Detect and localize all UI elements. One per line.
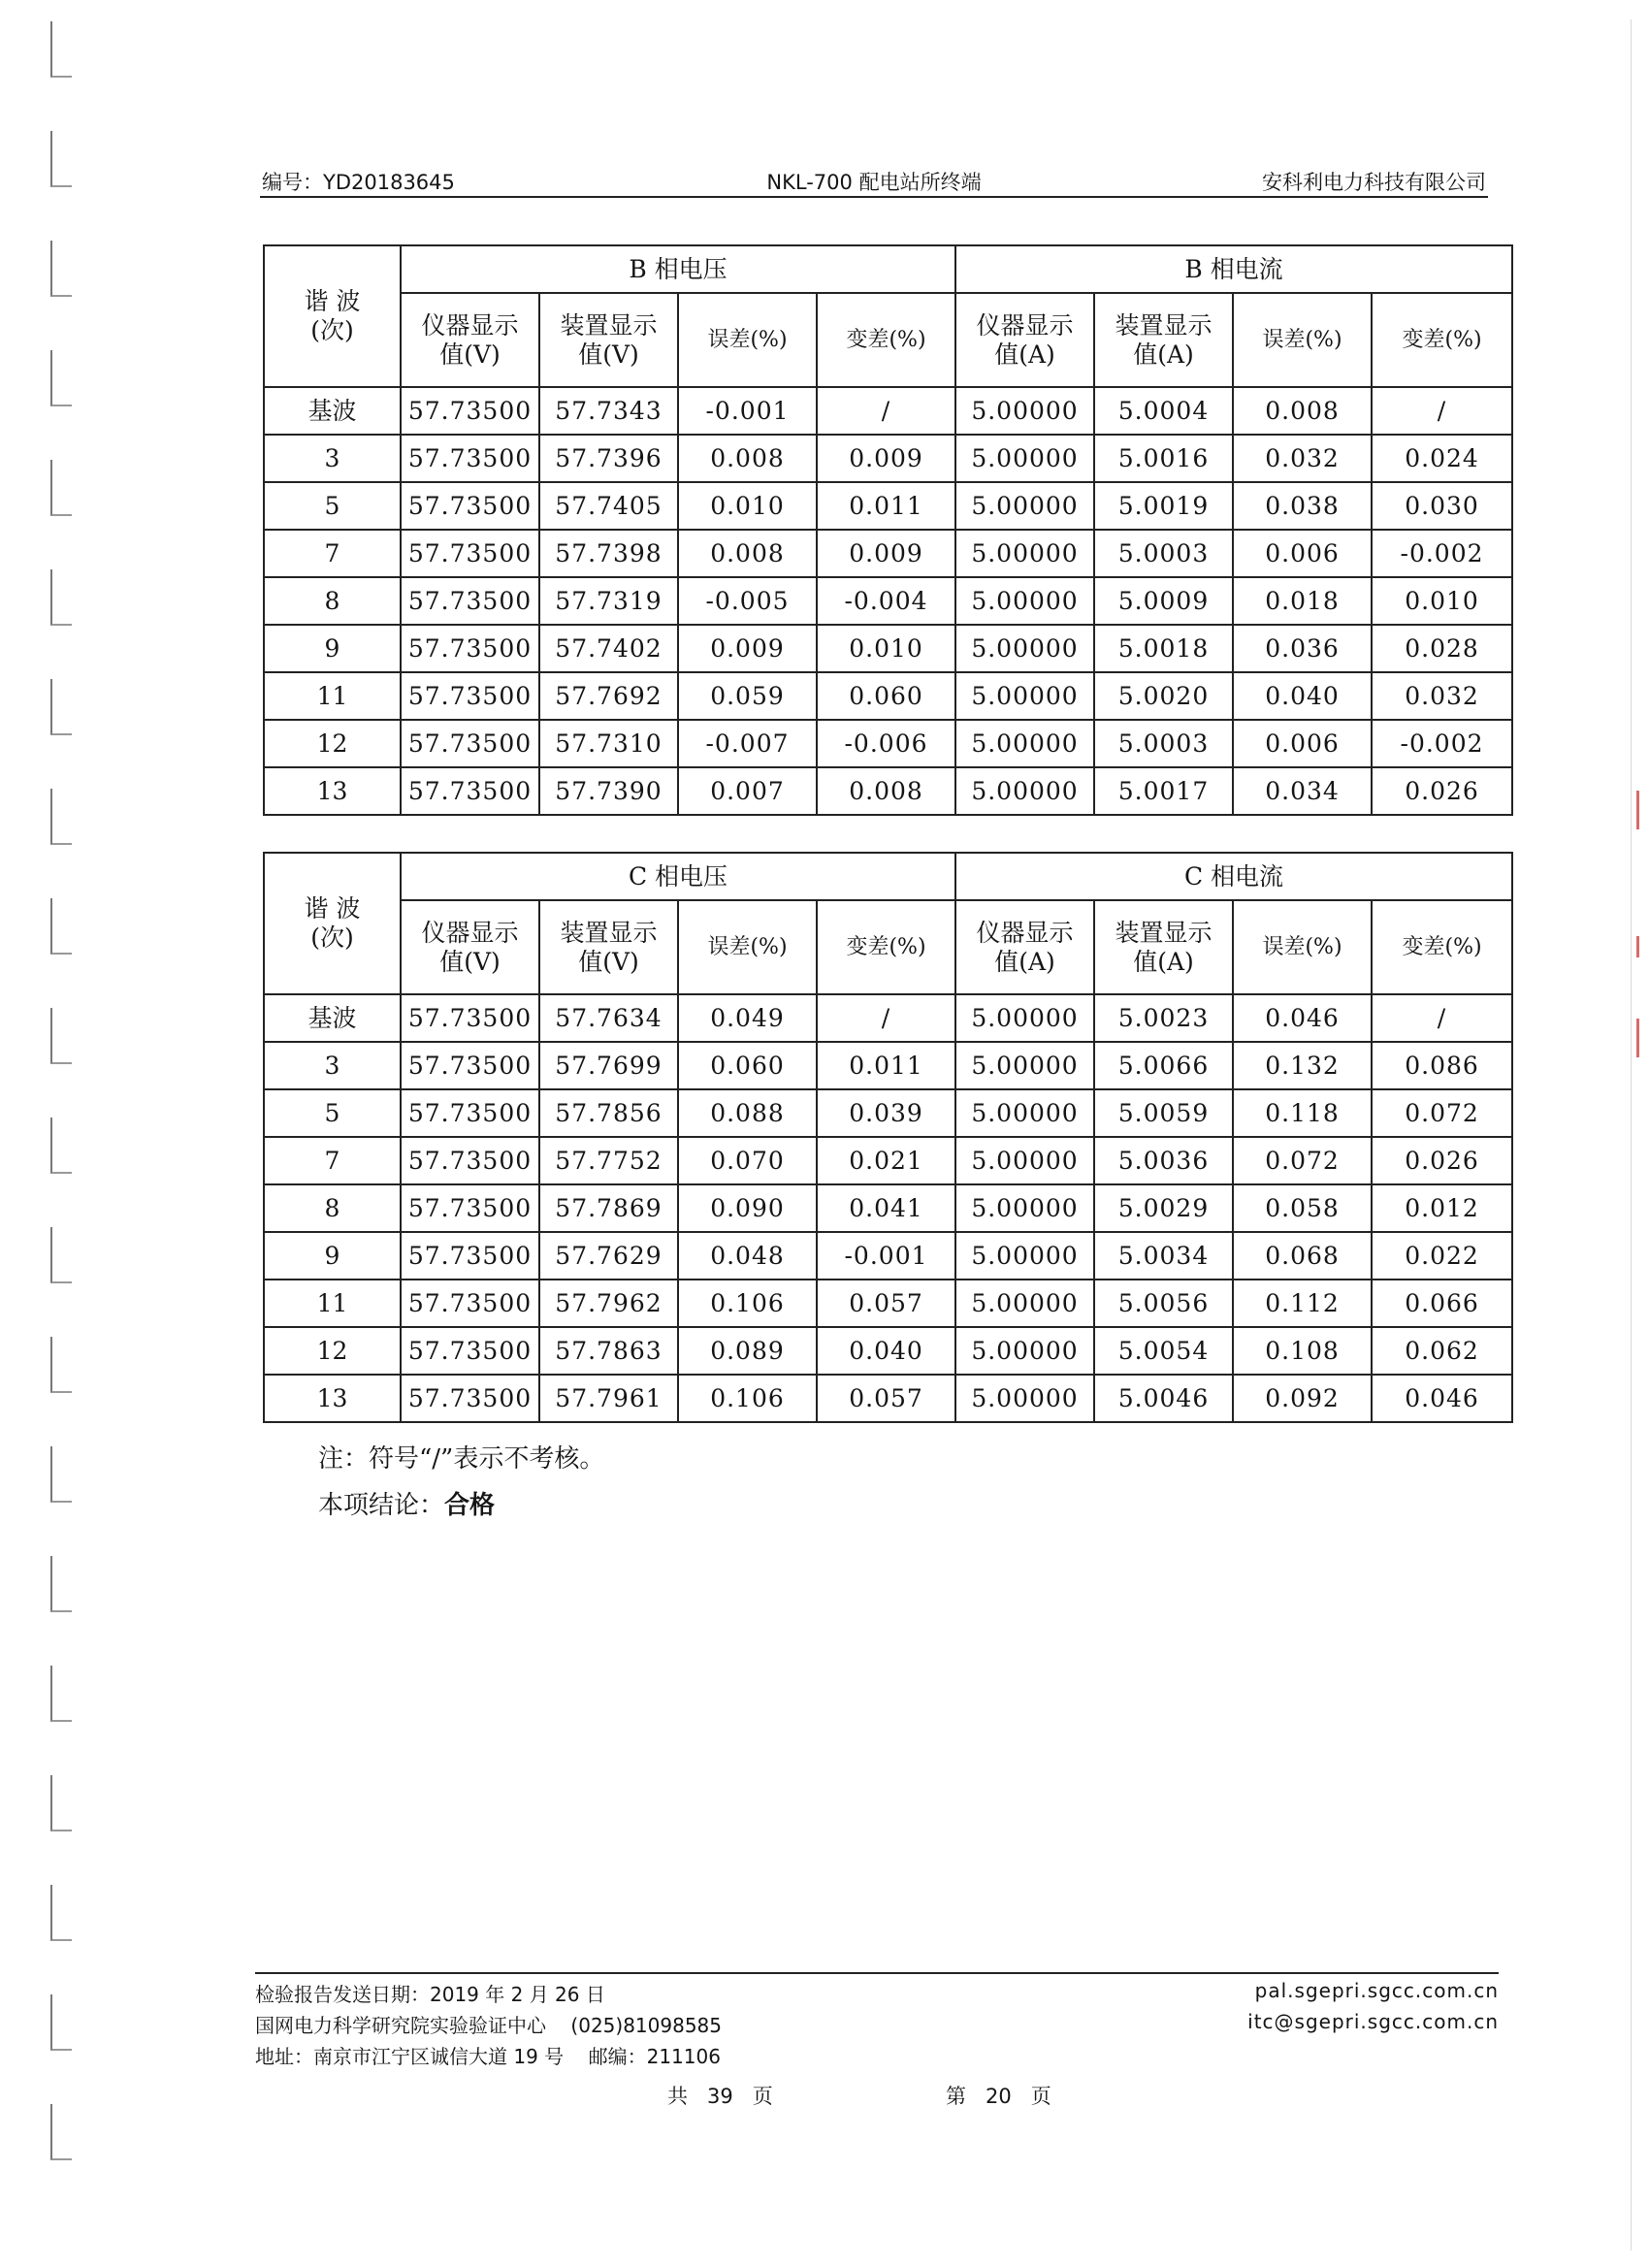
column-header: 变差(%) <box>817 293 955 387</box>
value-cell: -0.004 <box>817 577 955 625</box>
value-cell: 0.088 <box>678 1089 817 1137</box>
value-cell: 0.009 <box>678 625 817 672</box>
value-cell: 57.7405 <box>539 482 678 530</box>
column-header: 误差(%) <box>678 900 817 994</box>
binding-mark <box>50 1556 72 1612</box>
column-header: 误差(%) <box>678 293 817 387</box>
current-group-header: B 相电流 <box>955 245 1512 293</box>
value-cell: 57.73500 <box>401 720 539 767</box>
value-cell: 57.73500 <box>401 767 539 815</box>
value-cell: 57.73500 <box>401 577 539 625</box>
value-cell: 0.048 <box>678 1232 817 1280</box>
value-cell: 5.00000 <box>955 1327 1094 1375</box>
harmonic-order-cell: 8 <box>264 1184 401 1232</box>
value-cell: -0.007 <box>678 720 817 767</box>
value-cell: 0.034 <box>1233 767 1372 815</box>
value-cell: 0.041 <box>817 1184 955 1232</box>
value-cell: 0.118 <box>1233 1089 1372 1137</box>
harmonic-order-header: 谐 波 (次) <box>264 245 401 387</box>
value-cell: 5.0020 <box>1094 672 1233 720</box>
value-cell: 57.7869 <box>539 1184 678 1232</box>
table-row <box>264 435 1512 482</box>
harmonic-order-cell: 13 <box>264 1375 401 1422</box>
header-rule <box>260 196 1488 198</box>
value-cell: 5.00000 <box>955 482 1094 530</box>
harmonic-order-cell: 7 <box>264 530 401 577</box>
table-row <box>264 672 1512 720</box>
table-row <box>264 1184 1512 1232</box>
table-row <box>264 530 1512 577</box>
value-cell: 0.021 <box>817 1137 955 1184</box>
value-cell: 0.108 <box>1233 1327 1372 1375</box>
report-number: 编号：YD20183645 <box>262 171 455 194</box>
seal-edge-mark <box>1636 791 1639 829</box>
value-cell: 0.106 <box>678 1280 817 1327</box>
value-cell: -0.002 <box>1372 720 1512 767</box>
value-cell: -0.005 <box>678 577 817 625</box>
value-cell: 57.7398 <box>539 530 678 577</box>
value-cell: 5.0018 <box>1094 625 1233 672</box>
value-cell: 0.060 <box>817 672 955 720</box>
binding-mark <box>50 460 72 516</box>
value-cell: 0.006 <box>1233 720 1372 767</box>
conclusion <box>318 1485 495 1521</box>
binding-mark <box>50 1666 72 1722</box>
table-row <box>264 577 1512 625</box>
value-cell: 5.0054 <box>1094 1327 1233 1375</box>
voltage-group-header: B 相电压 <box>401 245 955 293</box>
value-cell: 0.086 <box>1372 1042 1512 1089</box>
value-cell: 5.0036 <box>1094 1137 1233 1184</box>
value-cell: 0.066 <box>1372 1280 1512 1327</box>
harmonic-order-cell: 8 <box>264 577 401 625</box>
value-cell: 57.73500 <box>401 672 539 720</box>
value-cell: 5.00000 <box>955 1184 1094 1232</box>
table-body <box>264 994 1512 1422</box>
value-cell: 57.7962 <box>539 1280 678 1327</box>
table-row <box>264 625 1512 672</box>
value-cell: 5.0029 <box>1094 1184 1233 1232</box>
value-cell: 57.7692 <box>539 672 678 720</box>
binding-mark <box>50 131 72 187</box>
value-cell: 57.7961 <box>539 1375 678 1422</box>
value-cell: 0.026 <box>1372 1137 1512 1184</box>
page-header <box>262 163 1486 196</box>
value-cell: 0.072 <box>1372 1089 1512 1137</box>
value-cell: 57.73500 <box>401 1375 539 1422</box>
value-cell: 5.0019 <box>1094 482 1233 530</box>
value-cell: 0.039 <box>817 1089 955 1137</box>
binding-mark <box>50 21 72 78</box>
value-cell: 0.046 <box>1372 1375 1512 1422</box>
column-header: 装置显示 值(A) <box>1094 293 1233 387</box>
value-cell: 5.00000 <box>955 1232 1094 1280</box>
value-cell: 0.008 <box>817 767 955 815</box>
value-cell: 0.038 <box>1233 482 1372 530</box>
value-cell: 57.7343 <box>539 387 678 435</box>
binding-mark <box>50 350 72 406</box>
column-header: 变差(%) <box>1372 900 1512 994</box>
harmonic-order-cell: 3 <box>264 1042 401 1089</box>
c-phase-harmonic-table <box>263 852 1513 1423</box>
value-cell: 0.012 <box>1372 1184 1512 1232</box>
value-cell: 57.7699 <box>539 1042 678 1089</box>
value-cell: 0.072 <box>1233 1137 1372 1184</box>
value-cell: 0.011 <box>817 1042 955 1089</box>
value-cell: 57.73500 <box>401 1280 539 1327</box>
harmonic-order-cell: 7 <box>264 1137 401 1184</box>
value-cell: 5.0017 <box>1094 767 1233 815</box>
conclusion-label: 本项结论： <box>318 1491 445 1520</box>
value-cell: 0.090 <box>678 1184 817 1232</box>
column-header: 仪器显示 值(A) <box>955 900 1094 994</box>
table-row <box>264 1042 1512 1089</box>
value-cell: 5.00000 <box>955 625 1094 672</box>
value-cell: 5.00000 <box>955 1089 1094 1137</box>
binding-mark <box>50 241 72 297</box>
binding-mark <box>50 569 72 626</box>
value-cell: 57.73500 <box>401 1089 539 1137</box>
value-cell: 0.011 <box>817 482 955 530</box>
value-cell: 0.040 <box>817 1327 955 1375</box>
value-cell: 57.7752 <box>539 1137 678 1184</box>
binding-marks <box>47 0 85 2268</box>
harmonic-order-cell: 基波 <box>264 387 401 435</box>
binding-mark <box>50 1118 72 1174</box>
value-cell: 0.010 <box>678 482 817 530</box>
harmonic-order-cell: 11 <box>264 1280 401 1327</box>
column-header: 装置显示 值(V) <box>539 293 678 387</box>
harmonic-order-cell: 12 <box>264 720 401 767</box>
value-cell: 5.0003 <box>1094 720 1233 767</box>
value-cell: 5.0004 <box>1094 387 1233 435</box>
column-header: 仪器显示 值(A) <box>955 293 1094 387</box>
binding-mark <box>50 1994 72 2051</box>
value-cell: 5.00000 <box>955 720 1094 767</box>
voltage-group-header: C 相电压 <box>401 853 955 900</box>
value-cell: 0.112 <box>1233 1280 1372 1327</box>
value-cell: 5.0066 <box>1094 1042 1233 1089</box>
binding-mark <box>50 679 72 735</box>
value-cell: 0.006 <box>1233 530 1372 577</box>
binding-mark <box>50 789 72 845</box>
value-cell: 5.00000 <box>955 1137 1094 1184</box>
table-row <box>264 767 1512 815</box>
value-cell: 57.73500 <box>401 1184 539 1232</box>
value-cell: 0.132 <box>1233 1042 1372 1089</box>
conclusion-value: 合格 <box>444 1491 496 1520</box>
value-cell: 5.00000 <box>955 1280 1094 1327</box>
product-name: NKL-700 配电站所终端 <box>766 171 982 194</box>
value-cell: 57.73500 <box>401 1232 539 1280</box>
binding-mark <box>50 1337 72 1393</box>
value-cell: 0.057 <box>817 1375 955 1422</box>
value-cell: 0.059 <box>678 672 817 720</box>
value-cell: 5.0009 <box>1094 577 1233 625</box>
seal-edge-mark <box>1636 1019 1639 1057</box>
table-row <box>264 482 1512 530</box>
footer-rule <box>255 1972 1499 1974</box>
value-cell: 0.049 <box>678 994 817 1042</box>
total-pages: 共 39 页 <box>667 2085 773 2108</box>
org-phone: 国网电力科学研究院实验验证中心 (025)81098585 <box>255 2014 723 2037</box>
value-cell: 57.73500 <box>401 1042 539 1089</box>
value-cell: 0.010 <box>817 625 955 672</box>
value-cell: 57.7390 <box>539 767 678 815</box>
current-group-header: C 相电流 <box>955 853 1512 900</box>
harmonic-order-cell: 5 <box>264 482 401 530</box>
binding-mark <box>50 1775 72 1831</box>
value-cell: 0.008 <box>678 435 817 482</box>
value-cell: 57.7856 <box>539 1089 678 1137</box>
value-cell: 0.009 <box>817 435 955 482</box>
value-cell: -0.006 <box>817 720 955 767</box>
table-row <box>264 1375 1512 1422</box>
value-cell: 0.022 <box>1372 1232 1512 1280</box>
table-body <box>264 387 1512 815</box>
subheader-row <box>264 900 1512 994</box>
value-cell: / <box>1372 387 1512 435</box>
value-cell: 0.057 <box>817 1280 955 1327</box>
value-cell: 0.036 <box>1233 625 1372 672</box>
value-cell: 5.00000 <box>955 672 1094 720</box>
binding-mark <box>50 1885 72 1941</box>
website: pal.sgepri.sgcc.com.cn <box>1254 1979 1499 2002</box>
value-cell: 57.7629 <box>539 1232 678 1280</box>
harmonic-order-header: 谐 波 (次) <box>264 853 401 994</box>
column-header: 误差(%) <box>1233 900 1372 994</box>
value-cell: / <box>817 387 955 435</box>
address: 地址：南京市江宁区诚信大道 19 号 邮编：211106 <box>255 2045 721 2068</box>
value-cell: 0.009 <box>817 530 955 577</box>
value-cell: 0.092 <box>1233 1375 1372 1422</box>
column-header: 装置显示 值(A) <box>1094 900 1233 994</box>
value-cell: 0.070 <box>678 1137 817 1184</box>
harmonic-order-cell: 9 <box>264 625 401 672</box>
value-cell: 0.106 <box>678 1375 817 1422</box>
value-cell: 5.0016 <box>1094 435 1233 482</box>
value-cell: 0.018 <box>1233 577 1372 625</box>
value-cell: 57.7863 <box>539 1327 678 1375</box>
value-cell: 57.73500 <box>401 482 539 530</box>
harmonic-order-cell: 11 <box>264 672 401 720</box>
value-cell: 5.00000 <box>955 435 1094 482</box>
value-cell: / <box>1372 994 1512 1042</box>
value-cell: 0.008 <box>1233 387 1372 435</box>
value-cell: 5.00000 <box>955 530 1094 577</box>
b-phase-harmonic-table <box>263 244 1513 816</box>
column-header: 装置显示 值(V) <box>539 900 678 994</box>
table-row <box>264 1232 1512 1280</box>
value-cell: 57.7634 <box>539 994 678 1042</box>
value-cell: 57.7402 <box>539 625 678 672</box>
value-cell: 5.0023 <box>1094 994 1233 1042</box>
value-cell: 0.046 <box>1233 994 1372 1042</box>
value-cell: -0.001 <box>678 387 817 435</box>
value-cell: 0.032 <box>1233 435 1372 482</box>
value-cell: / <box>817 994 955 1042</box>
value-cell: 5.0056 <box>1094 1280 1233 1327</box>
email: itc@sgepri.sgcc.com.cn <box>1247 2010 1499 2033</box>
value-cell: 57.7310 <box>539 720 678 767</box>
value-cell: 0.026 <box>1372 767 1512 815</box>
send-date: 检验报告发送日期：2019 年 2 月 26 日 <box>255 1983 605 2006</box>
harmonic-order-cell: 基波 <box>264 994 401 1042</box>
column-header: 变差(%) <box>1372 293 1512 387</box>
page-number: 第 20 页 <box>946 2085 1051 2108</box>
value-cell: 0.089 <box>678 1327 817 1375</box>
value-cell: 5.0046 <box>1094 1375 1233 1422</box>
harmonic-order-cell: 13 <box>264 767 401 815</box>
company-name: 安科利电力科技有限公司 <box>1262 171 1486 194</box>
value-cell: 0.032 <box>1372 672 1512 720</box>
value-cell: 5.00000 <box>955 1042 1094 1089</box>
value-cell: 57.73500 <box>401 530 539 577</box>
binding-mark <box>50 1008 72 1064</box>
binding-mark <box>50 1227 72 1283</box>
table-row <box>264 1280 1512 1327</box>
value-cell: 0.062 <box>1372 1327 1512 1375</box>
table-row <box>264 1089 1512 1137</box>
value-cell: 0.030 <box>1372 482 1512 530</box>
value-cell: 0.028 <box>1372 625 1512 672</box>
value-cell: 57.7396 <box>539 435 678 482</box>
value-cell: 0.008 <box>678 530 817 577</box>
value-cell: -0.002 <box>1372 530 1512 577</box>
value-cell: 57.73500 <box>401 435 539 482</box>
value-cell: 0.058 <box>1233 1184 1372 1232</box>
column-header: 误差(%) <box>1233 293 1372 387</box>
subheader-row <box>264 293 1512 387</box>
value-cell: 5.0034 <box>1094 1232 1233 1280</box>
value-cell: 5.0059 <box>1094 1089 1233 1137</box>
column-header: 仪器显示 值(V) <box>401 293 539 387</box>
value-cell: 57.73500 <box>401 625 539 672</box>
binding-mark <box>50 898 72 955</box>
value-cell: 0.010 <box>1372 577 1512 625</box>
column-header: 变差(%) <box>817 900 955 994</box>
harmonic-order-cell: 9 <box>264 1232 401 1280</box>
harmonic-order-cell: 5 <box>264 1089 401 1137</box>
binding-mark <box>50 2104 72 2160</box>
value-cell: 5.0003 <box>1094 530 1233 577</box>
value-cell: 5.00000 <box>955 767 1094 815</box>
page-edge-line <box>1631 19 1632 2251</box>
value-cell: 57.73500 <box>401 994 539 1042</box>
value-cell: 5.00000 <box>955 994 1094 1042</box>
value-cell: -0.001 <box>817 1232 955 1280</box>
binding-mark <box>50 1446 72 1503</box>
value-cell: 5.00000 <box>955 577 1094 625</box>
table-row <box>264 1327 1512 1375</box>
value-cell: 0.024 <box>1372 435 1512 482</box>
note-text: 注：符号“/”表示不考核。 <box>318 1444 605 1474</box>
harmonic-order-cell: 12 <box>264 1327 401 1375</box>
seal-edge-mark <box>1636 936 1639 957</box>
column-header: 仪器显示 值(V) <box>401 900 539 994</box>
value-cell: 5.00000 <box>955 387 1094 435</box>
value-cell: 57.73500 <box>401 387 539 435</box>
table-row <box>264 994 1512 1042</box>
value-cell: 57.73500 <box>401 1327 539 1375</box>
table-row <box>264 720 1512 767</box>
value-cell: 0.007 <box>678 767 817 815</box>
value-cell: 0.068 <box>1233 1232 1372 1280</box>
harmonic-order-cell: 3 <box>264 435 401 482</box>
value-cell: 57.73500 <box>401 1137 539 1184</box>
value-cell: 57.7319 <box>539 577 678 625</box>
table-row <box>264 387 1512 435</box>
value-cell: 5.00000 <box>955 1375 1094 1422</box>
table-row <box>264 1137 1512 1184</box>
value-cell: 0.060 <box>678 1042 817 1089</box>
value-cell: 0.040 <box>1233 672 1372 720</box>
